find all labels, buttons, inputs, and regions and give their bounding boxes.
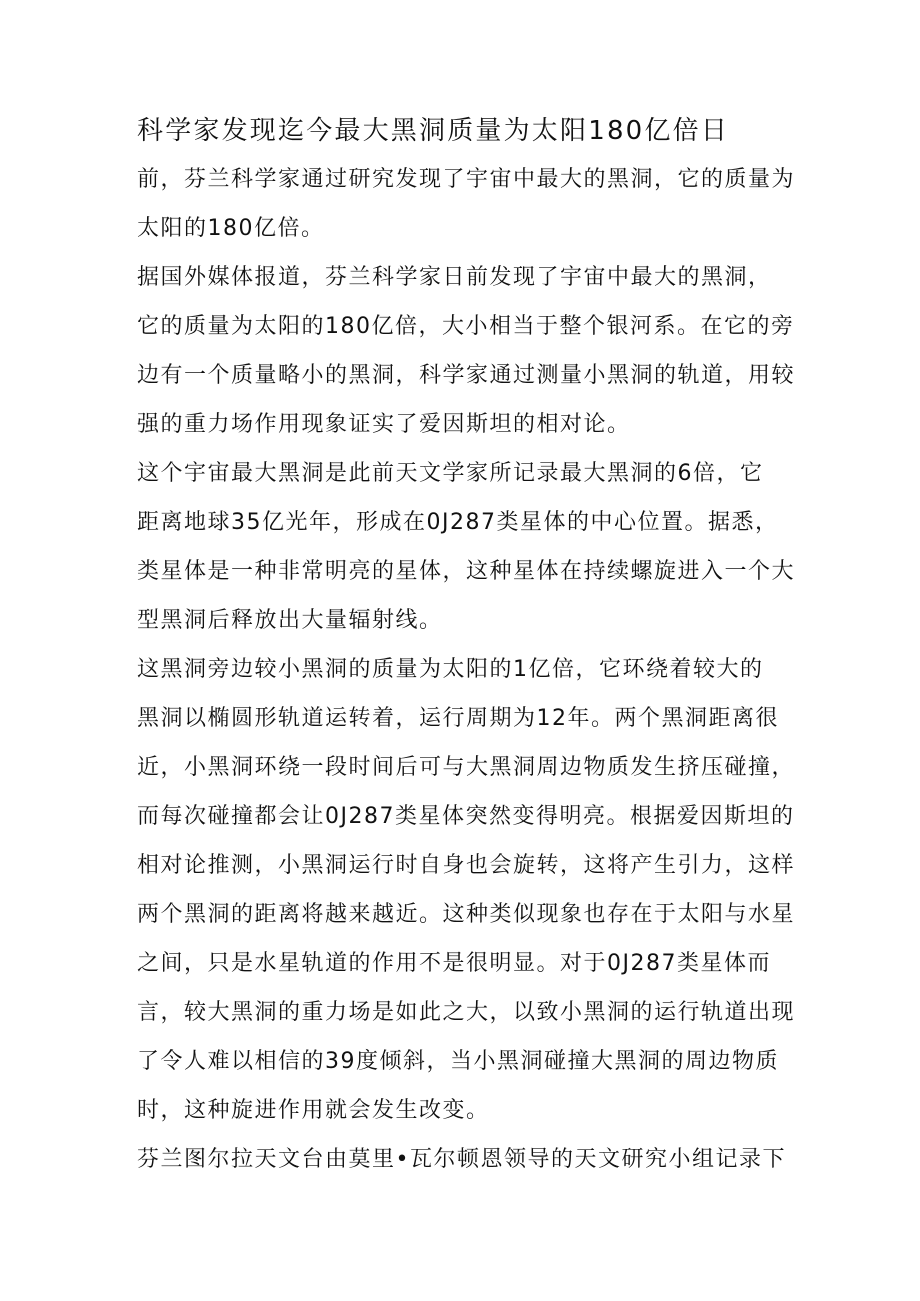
text-line: 之间，只是水星轨道的作用不是很明显。对于0J287类星体而 (137, 951, 771, 976)
text-line: 了令人难以相信的39度倾斜，当小黑洞碰撞大黑洞的周边物质 (137, 1049, 779, 1074)
text-line: 型黑洞后释放出大量辐射线。 (137, 608, 443, 633)
text-line: 相对论推测，小黑洞运行时自身也会旋转，这将产生引力，这样 (137, 853, 796, 878)
text-line: 它的质量为太阳的180亿倍，大小相当于整个银河系。在它的旁 (137, 314, 795, 339)
text-line: 据国外媒体报道，芬兰科学家日前发现了宇宙中最大的黑洞， (137, 265, 772, 290)
text-line: 距离地球35亿光年，形成在0J287类星体的中心位置。据悉， (137, 510, 779, 535)
text-line: 近，小黑洞环绕一段时间后可与大黑洞周边物质发生挤压碰撞， (137, 755, 796, 780)
text-line: 言，较大黑洞的重力场是如此之大，以致小黑洞的运行轨道出现 (137, 1000, 796, 1025)
text-line: 黑洞以椭圆形轨道运转着，运行周期为12年。两个黑洞距离很 (137, 706, 779, 731)
text-line: 两个黑洞的距离将越来越近。这种类似现象也存在于太阳与水星 (137, 902, 796, 927)
text-line: 边有一个质量略小的黑洞，科学家通过测量小黑洞的轨道，用较 (137, 363, 796, 388)
text-line: 强的重力场作用现象证实了爱因斯坦的相对论。 (137, 412, 631, 437)
text-line: 类星体是一种非常明亮的星体，这种星体在持续螺旋进入一个大 (137, 559, 796, 584)
title-line: 科学家发现迄今最大黑洞质量为太阳180亿倍日 (137, 116, 730, 146)
text-line: 太阳的180亿倍。 (137, 216, 325, 241)
text-line: 时，这种旋进作用就会发生改变。 (137, 1098, 490, 1123)
text-line: 芬兰图尔拉天文台由莫里•瓦尔顿恩领导的天文研究小组记录下 (137, 1147, 786, 1172)
text-line: 这个宇宙最大黑洞是此前天文学家所记录最大黑洞的6倍，它 (137, 461, 764, 486)
text-line: 前，芬兰科学家通过研究发现了宇宙中最大的黑洞，它的质量为 (137, 167, 796, 192)
text-line: 而每次碰撞都会让0J287类星体突然变得明亮。根据爱因斯坦的 (137, 804, 795, 829)
text-line: 这黑洞旁边较小黑洞的质量为太阳的1亿倍，它环绕着较大的 (137, 657, 764, 682)
